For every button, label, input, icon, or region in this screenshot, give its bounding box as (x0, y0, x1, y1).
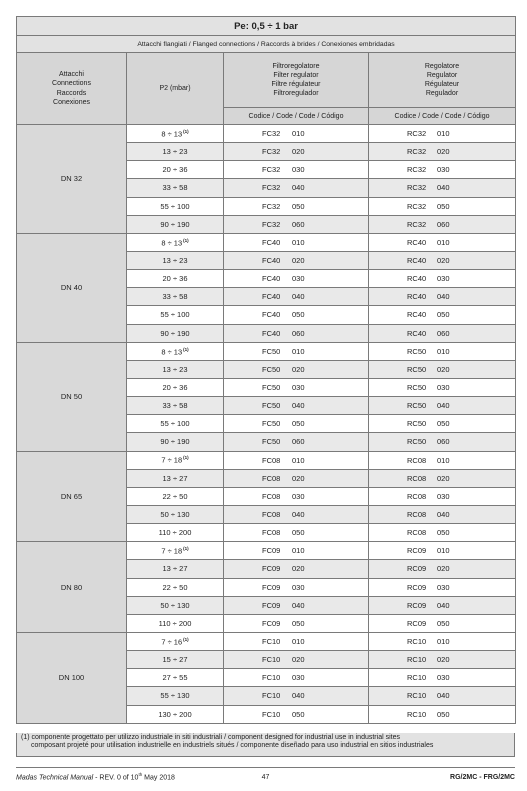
regulator-code-prefix: RC09 (407, 564, 427, 574)
filter-regulator-code-suffix: 050 (292, 201, 305, 211)
filter-regulator-code-prefix: FC08 (262, 473, 281, 483)
p2-range (127, 342, 224, 360)
regulator-code-prefix: RC08 (407, 473, 427, 483)
regulator-code-suffix: 020 (437, 364, 450, 374)
regulator-code-suffix: 020 (437, 655, 450, 665)
regulator-code-suffix: 010 (437, 129, 450, 139)
regulator-code-suffix: 030 (437, 383, 450, 393)
footnote-line-1: (1) componente progettato per utilizzo industriale in siti industriali / component designed for industrial use in industrial sites (21, 734, 400, 741)
regulator-code (369, 669, 516, 687)
p2-range (127, 433, 224, 451)
regulator-code-suffix: 040 (437, 600, 450, 610)
regulator-code-prefix: RC40 (407, 274, 427, 284)
p2-range (127, 505, 224, 523)
filter-regulator-code-suffix: 010 (292, 637, 305, 646)
filter-regulator-code-prefix: FC32 (262, 165, 281, 175)
filter-regulator-code-suffix: 040 (292, 401, 305, 411)
regulator-code (369, 306, 516, 324)
filter-regulator-code (224, 215, 369, 233)
footnote (16, 733, 515, 757)
regulator-code (369, 614, 516, 632)
regulator-code-prefix: RC32 (407, 165, 427, 175)
filter-regulator-code (224, 451, 369, 469)
regulator-code (369, 143, 516, 161)
regulator-code-prefix: RC32 (407, 183, 427, 193)
regulator-code (369, 251, 516, 269)
footnote-marker: (1) (183, 636, 189, 642)
connection-size: DN 32 (17, 125, 127, 234)
filter-regulator-code-suffix: 050 (292, 618, 305, 628)
p2-range (127, 288, 224, 306)
filter-regulator-code (224, 505, 369, 523)
filter-regulator-code (224, 596, 369, 614)
regulator-code-prefix: RC50 (407, 346, 427, 356)
regulator-code (369, 360, 516, 378)
regulator-code (369, 632, 516, 650)
p2-range (127, 651, 224, 669)
regulator-code-suffix: 030 (437, 274, 450, 284)
filter-regulator-code-suffix: 040 (292, 183, 305, 193)
filter-regulator-code-suffix: 050 (292, 528, 305, 538)
p2-range (127, 233, 224, 251)
regulator-code-suffix: 060 (437, 328, 450, 338)
header-code-regulator: Codice / Code / Code / Código (369, 108, 516, 125)
header-p2: P2 (mbar) (127, 53, 224, 125)
p2-range (127, 632, 224, 650)
regulator-code-prefix: RC40 (407, 292, 427, 302)
filter-regulator-code-prefix: FC09 (262, 582, 281, 592)
filter-regulator-code (224, 197, 369, 215)
regulator-code-suffix: 010 (437, 637, 450, 646)
filter-regulator-code-prefix: FC08 (262, 455, 281, 465)
p2-range (127, 378, 224, 396)
regulator-code-prefix: RC50 (407, 437, 427, 447)
regulator-code (369, 197, 516, 215)
regulator-code (369, 397, 516, 415)
filter-regulator-code (224, 397, 369, 415)
regulator-code-suffix: 060 (437, 219, 450, 229)
filter-regulator-code (224, 524, 369, 542)
regulator-code-suffix: 010 (437, 546, 450, 556)
regulator-code-prefix: RC09 (407, 600, 427, 610)
table-row (17, 342, 516, 360)
filter-regulator-code (224, 542, 369, 560)
filter-regulator-code-suffix: 060 (292, 328, 305, 338)
page-footer (16, 771, 515, 783)
filter-regulator-code-prefix: FC10 (262, 673, 281, 683)
header-code-filter-regulator: Codice / Code / Code / Código (224, 108, 369, 125)
regulator-code-prefix: RC08 (407, 528, 427, 538)
filter-regulator-code-prefix: FC50 (262, 437, 281, 447)
regulator-code-suffix: 050 (437, 201, 450, 211)
table-row (17, 632, 516, 650)
filter-regulator-code-suffix: 030 (292, 491, 305, 501)
p2-range-text: 110 ÷ 200 (158, 528, 192, 538)
p2-range-text: 55 ÷ 100 (160, 310, 190, 320)
filter-regulator-code (224, 360, 369, 378)
filter-regulator-code (224, 378, 369, 396)
filter-regulator-code-prefix: FC08 (262, 510, 281, 520)
regulator-code (369, 542, 516, 560)
regulator-code-suffix: 030 (437, 673, 450, 683)
table-row (17, 125, 516, 143)
filter-regulator-code (224, 415, 369, 433)
p2-range (127, 360, 224, 378)
regulator-code-prefix: RC32 (407, 129, 427, 139)
filter-regulator-code (224, 324, 369, 342)
regulator-code (369, 560, 516, 578)
footer-revision: Madas Technical Manual - REV. 0 of 10th May 2018 (16, 772, 175, 782)
p2-range-text: 33 ÷ 58 (162, 183, 188, 193)
filter-regulator-code-suffix: 010 (292, 346, 305, 356)
p2-range-text: 7 ÷ 18 (161, 546, 183, 556)
footnote-marker: (1) (183, 237, 189, 243)
p2-range-text: 13 ÷ 27 (162, 473, 188, 483)
filter-regulator-code-prefix: FC10 (262, 655, 281, 665)
filter-regulator-code-suffix: 030 (292, 383, 305, 393)
footnote-marker: (1) (183, 346, 189, 352)
regulator-code-suffix: 050 (437, 419, 450, 429)
filter-regulator-code-suffix: 030 (292, 274, 305, 284)
regulator-code-suffix: 020 (437, 564, 450, 574)
filter-regulator-code (224, 125, 369, 143)
p2-range-text: 55 ÷ 100 (160, 419, 190, 429)
p2-range (127, 705, 224, 723)
regulator-code (369, 270, 516, 288)
p2-range (127, 306, 224, 324)
p2-range-text: 8 ÷ 13 (161, 347, 183, 356)
regulator-code-suffix: 030 (437, 165, 450, 175)
regulator-code-suffix: 040 (437, 510, 450, 520)
filter-regulator-code-prefix: FC09 (262, 618, 281, 628)
regulator-code-suffix: 010 (437, 455, 450, 465)
regulator-code-prefix: RC32 (407, 219, 427, 229)
filter-regulator-code (224, 632, 369, 650)
filter-regulator-code-prefix: FC50 (262, 364, 281, 374)
connection-size: DN 40 (17, 233, 127, 342)
filter-regulator-code-suffix: 010 (292, 546, 305, 556)
regulator-code (369, 233, 516, 251)
p2-range (127, 596, 224, 614)
filter-regulator-code-suffix: 030 (292, 673, 305, 683)
footnote-marker: (1) (183, 546, 189, 552)
p2-range-text: 13 ÷ 23 (162, 147, 188, 157)
connection-size: DN 50 (17, 342, 127, 451)
regulator-code (369, 288, 516, 306)
filter-regulator-code-prefix: FC08 (262, 491, 281, 501)
regulator-code-prefix: RC09 (407, 582, 427, 592)
filter-regulator-code-suffix: 020 (292, 655, 305, 665)
filter-regulator-code-prefix: FC50 (262, 346, 281, 356)
regulator-code-suffix: 030 (437, 491, 450, 501)
p2-range-text: 50 ÷ 130 (160, 600, 190, 610)
table-row (17, 542, 516, 560)
filter-regulator-code (224, 651, 369, 669)
p2-range-text: 7 ÷ 18 (161, 455, 183, 465)
regulator-code (369, 378, 516, 396)
filter-regulator-code-suffix: 010 (292, 455, 305, 465)
regulator-code-prefix: RC08 (407, 491, 427, 501)
p2-range-text: 7 ÷ 16 (161, 637, 183, 647)
filter-regulator-code-prefix: FC08 (262, 528, 281, 538)
regulator-code-suffix: 050 (437, 709, 450, 719)
table-row (17, 233, 516, 251)
filter-regulator-code (224, 669, 369, 687)
regulator-code-prefix: RC10 (407, 655, 427, 665)
connection-size: DN 80 (17, 542, 127, 633)
p2-range (127, 197, 224, 215)
footnote-marker: (1) (183, 128, 189, 134)
regulator-code-suffix: 040 (437, 691, 450, 701)
filter-regulator-code-suffix: 050 (292, 709, 305, 719)
header-filter-regulator: Filtroregolatore Filter regulator Filtre régulateur Filtroregulador (224, 53, 369, 108)
p2-range-text: 8 ÷ 13 (161, 129, 183, 139)
filter-regulator-code-suffix: 040 (292, 691, 305, 701)
p2-range (127, 251, 224, 269)
p2-range-text: 13 ÷ 23 (162, 364, 188, 374)
p2-range (127, 161, 224, 179)
table-title: Pe: 0,5 ÷ 1 bar (17, 17, 516, 36)
filter-regulator-code-prefix: FC40 (262, 237, 281, 247)
filter-regulator-code (224, 487, 369, 505)
p2-range-text: 8 ÷ 13 (161, 238, 183, 248)
p2-range (127, 614, 224, 632)
p2-range (127, 270, 224, 288)
regulator-code-prefix: RC40 (407, 256, 427, 266)
p2-range-text: 50 ÷ 130 (160, 510, 190, 520)
footer-divider (16, 767, 515, 768)
p2-range (127, 415, 224, 433)
filter-regulator-code-suffix: 020 (292, 256, 305, 266)
p2-range (127, 215, 224, 233)
regulator-code (369, 415, 516, 433)
regulator-code-suffix: 040 (437, 292, 450, 302)
filter-regulator-code-suffix: 050 (292, 310, 305, 320)
filter-regulator-code-suffix: 060 (292, 437, 305, 447)
p2-range (127, 542, 224, 560)
p2-range-text: 22 ÷ 50 (162, 582, 188, 592)
filter-regulator-code-prefix: FC50 (262, 383, 281, 393)
p2-range (127, 487, 224, 505)
regulator-code (369, 705, 516, 723)
footer-models: RG/2MC - FRG/2MC (450, 773, 515, 781)
regulator-code-suffix: 010 (437, 346, 450, 356)
regulator-code (369, 125, 516, 143)
regulator-code-prefix: RC32 (407, 201, 427, 211)
filter-regulator-code (224, 342, 369, 360)
regulator-code (369, 342, 516, 360)
regulator-code-suffix: 020 (437, 473, 450, 483)
p2-range-text: 13 ÷ 23 (162, 256, 188, 266)
footnote-marker: (1) (183, 455, 189, 461)
filter-regulator-code (224, 233, 369, 251)
filter-regulator-code (224, 306, 369, 324)
p2-range (127, 397, 224, 415)
p2-range (127, 560, 224, 578)
filter-regulator-code-prefix: FC09 (262, 600, 281, 610)
p2-range (127, 324, 224, 342)
p2-range (127, 451, 224, 469)
filter-regulator-code-suffix: 030 (292, 582, 305, 592)
filter-regulator-code (224, 560, 369, 578)
p2-range (127, 578, 224, 596)
table-subtitle: Attacchi flangiati / Flanged connections / Raccords à brides / Conexiones embridadas (17, 36, 516, 53)
p2-range-text: 13 ÷ 27 (162, 564, 188, 574)
p2-range (127, 179, 224, 197)
filter-regulator-code-suffix: 010 (292, 237, 305, 247)
p2-range-text: 33 ÷ 58 (162, 292, 188, 302)
filter-regulator-code (224, 687, 369, 705)
p2-range-text: 22 ÷ 50 (162, 491, 188, 501)
footer-page-number: 47 (261, 773, 270, 781)
filter-regulator-code-suffix: 040 (292, 510, 305, 520)
filter-regulator-code (224, 469, 369, 487)
p2-range-text: 55 ÷ 130 (160, 691, 190, 701)
p2-range-text: 20 ÷ 36 (162, 274, 188, 284)
filter-regulator-code-suffix: 040 (292, 600, 305, 610)
filter-regulator-code-prefix: FC50 (262, 401, 281, 411)
filter-regulator-code-suffix: 040 (292, 292, 305, 302)
pressure-table (16, 16, 516, 724)
p2-range-text: 15 ÷ 27 (162, 655, 188, 665)
filter-regulator-code-suffix: 020 (292, 147, 305, 157)
regulator-code (369, 524, 516, 542)
filter-regulator-code-prefix: FC32 (262, 183, 281, 193)
filter-regulator-code (224, 614, 369, 632)
filter-regulator-code-prefix: FC09 (262, 546, 281, 556)
regulator-code (369, 651, 516, 669)
filter-regulator-code-prefix: FC32 (262, 147, 281, 157)
regulator-code-suffix: 040 (437, 183, 450, 193)
filter-regulator-code (224, 143, 369, 161)
footnote-line-2: composant projeté pour utilisation industrielle en industriels situés / componente diseñado para uso industrial en sitios industriales (31, 742, 434, 750)
p2-range (127, 469, 224, 487)
regulator-code (369, 215, 516, 233)
header-connections: Attacchi Connections Raccords Conexiones (17, 53, 127, 125)
filter-regulator-code-suffix: 020 (292, 564, 305, 574)
regulator-code-suffix: 040 (437, 401, 450, 411)
filter-regulator-code (224, 288, 369, 306)
filter-regulator-code-suffix: 050 (292, 419, 305, 429)
connection-size: DN 100 (17, 632, 127, 723)
regulator-code-suffix: 020 (437, 147, 450, 157)
regulator-code-prefix: RC40 (407, 310, 427, 320)
filter-regulator-code-prefix: FC10 (262, 637, 281, 646)
filter-regulator-code-prefix: FC09 (262, 564, 281, 574)
regulator-code-prefix: RC09 (407, 618, 427, 628)
filter-regulator-code-suffix: 020 (292, 473, 305, 483)
regulator-code (369, 469, 516, 487)
regulator-code-prefix: RC10 (407, 691, 427, 701)
regulator-code-prefix: RC09 (407, 546, 427, 556)
filter-regulator-code-suffix: 010 (292, 129, 305, 139)
filter-regulator-code (224, 433, 369, 451)
p2-range-text: 110 ÷ 200 (158, 618, 192, 628)
p2-range-text: 90 ÷ 190 (160, 437, 190, 447)
filter-regulator-code (224, 705, 369, 723)
regulator-code-prefix: RC50 (407, 401, 427, 411)
filter-regulator-code-prefix: FC32 (262, 219, 281, 229)
regulator-code (369, 596, 516, 614)
header-regulator: Regolatore Regulator Régulateur Regulador (369, 53, 516, 108)
regulator-code-prefix: RC40 (407, 237, 427, 247)
regulator-code (369, 487, 516, 505)
regulator-code (369, 451, 516, 469)
regulator-code-prefix: RC08 (407, 510, 427, 520)
p2-range (127, 125, 224, 143)
regulator-code (369, 179, 516, 197)
table-row (17, 451, 516, 469)
regulator-code-suffix: 030 (437, 582, 450, 592)
filter-regulator-code-prefix: FC40 (262, 256, 281, 266)
regulator-code-prefix: RC32 (407, 147, 427, 157)
regulator-code-suffix: 050 (437, 310, 450, 320)
regulator-code-suffix: 050 (437, 528, 450, 538)
filter-regulator-code (224, 251, 369, 269)
regulator-code-prefix: RC08 (407, 455, 427, 465)
p2-range (127, 524, 224, 542)
regulator-code-prefix: RC40 (407, 328, 427, 338)
regulator-code (369, 505, 516, 523)
p2-range-text: 90 ÷ 190 (160, 328, 190, 338)
p2-range (127, 669, 224, 687)
regulator-code (369, 578, 516, 596)
filter-regulator-code-prefix: FC40 (262, 292, 281, 302)
regulator-code-prefix: RC50 (407, 419, 427, 429)
regulator-code-suffix: 020 (437, 256, 450, 266)
regulator-code (369, 161, 516, 179)
filter-regulator-code-prefix: FC10 (262, 709, 281, 719)
filter-regulator-code-prefix: FC40 (262, 328, 281, 338)
filter-regulator-code-prefix: FC32 (262, 129, 281, 139)
regulator-code-prefix: RC50 (407, 364, 427, 374)
regulator-code-prefix: RC10 (407, 673, 427, 683)
regulator-code-suffix: 010 (437, 237, 450, 247)
filter-regulator-code (224, 161, 369, 179)
filter-regulator-code-prefix: FC40 (262, 274, 281, 284)
filter-regulator-code-prefix: FC50 (262, 419, 281, 429)
regulator-code-prefix: RC10 (407, 709, 427, 719)
p2-range-text: 20 ÷ 36 (162, 165, 188, 175)
filter-regulator-code-suffix: 020 (292, 364, 305, 374)
p2-range-text: 130 ÷ 200 (158, 709, 192, 719)
regulator-code (369, 433, 516, 451)
filter-regulator-code-suffix: 030 (292, 165, 305, 175)
filter-regulator-code (224, 578, 369, 596)
filter-regulator-code (224, 179, 369, 197)
p2-range (127, 687, 224, 705)
filter-regulator-code-suffix: 060 (292, 219, 305, 229)
p2-range-text: 27 ÷ 55 (162, 673, 188, 683)
regulator-code (369, 687, 516, 705)
filter-regulator-code-prefix: FC40 (262, 310, 281, 320)
regulator-code-suffix: 060 (437, 437, 450, 447)
regulator-code (369, 324, 516, 342)
filter-regulator-code (224, 270, 369, 288)
p2-range-text: 55 ÷ 100 (160, 201, 190, 211)
p2-range-text: 90 ÷ 190 (160, 219, 190, 229)
p2-range (127, 143, 224, 161)
regulator-code-suffix: 050 (437, 618, 450, 628)
regulator-code-prefix: RC10 (407, 637, 427, 646)
regulator-code-prefix: RC50 (407, 383, 427, 393)
p2-range-text: 20 ÷ 36 (162, 383, 188, 393)
filter-regulator-code-prefix: FC32 (262, 201, 281, 211)
filter-regulator-code-prefix: FC10 (262, 691, 281, 701)
connection-size: DN 65 (17, 451, 127, 542)
p2-range-text: 33 ÷ 58 (162, 401, 188, 411)
